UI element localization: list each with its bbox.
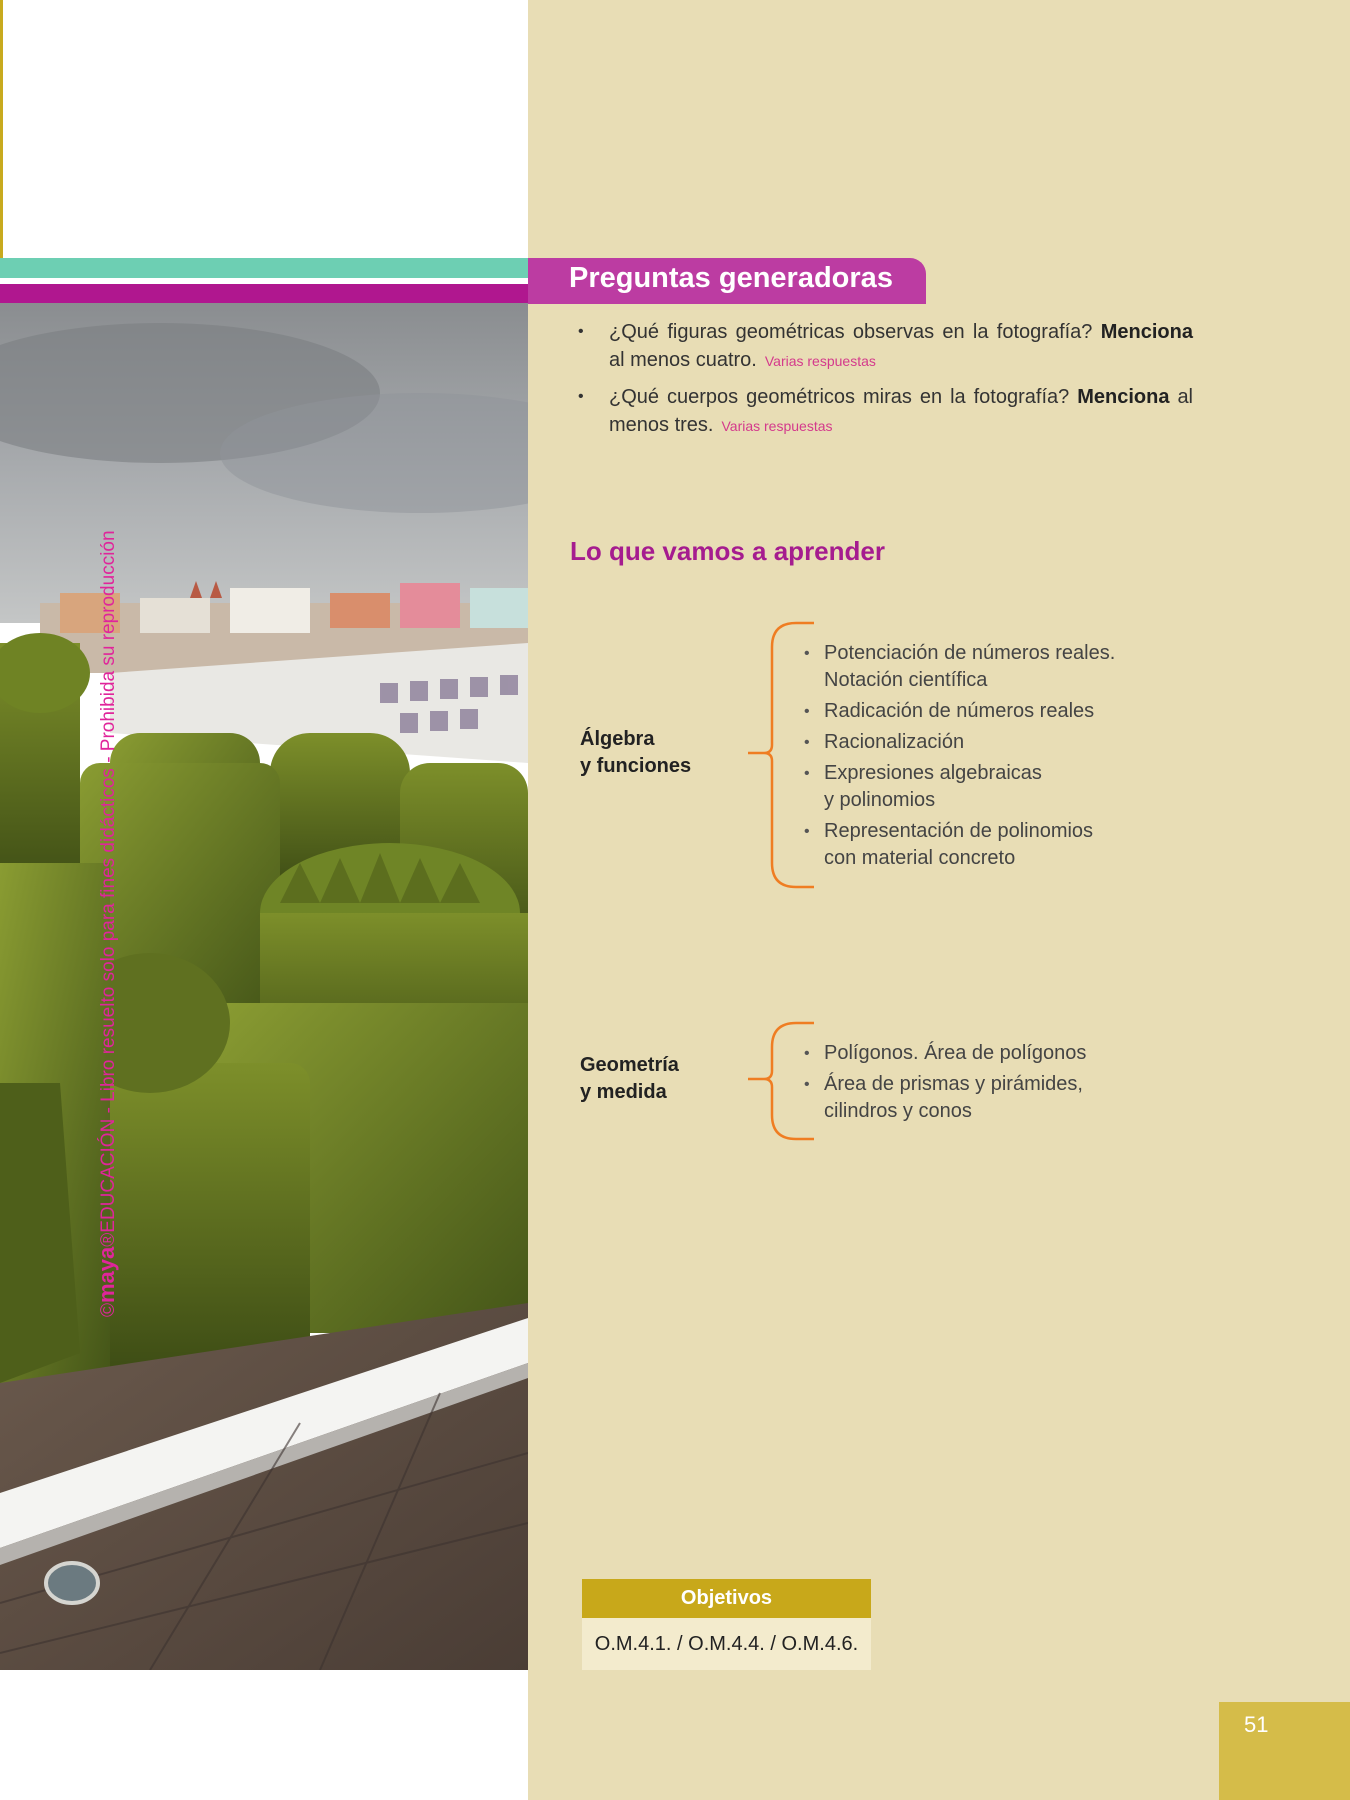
question-text-part: al menos cuatro. <box>609 349 757 371</box>
question-text-part: ¿Qué figuras geométricas observas en la fotografía? <box>609 321 1101 343</box>
question-item <box>578 383 1193 443</box>
answer-note: Varias respuestas <box>721 418 833 434</box>
block-label-line: y funciones <box>580 755 692 777</box>
topic-item: • Área de prismas y pirámides, cilindros y conos <box>802 1071 1102 1125</box>
learn-title: Lo que vamos a aprender <box>570 536 885 566</box>
block-label-geometria <box>580 1052 679 1106</box>
magenta-stripe <box>0 284 528 303</box>
left-margin-line <box>0 0 3 258</box>
topic-item: • Expresiones algebraicas y polinomios <box>802 760 1054 814</box>
teal-stripe <box>0 258 528 278</box>
topic-item: • Radicación de números reales <box>802 698 1132 725</box>
bullet: • <box>578 388 584 405</box>
question-text <box>609 318 1193 375</box>
objetivos-value: O.M.4.1. / O.M.4.4. / O.M.4.6. <box>582 1618 871 1670</box>
question-text-part: ¿Qué cuerpos geométricos miras en la fotografía? <box>609 386 1078 408</box>
topic-list-algebra <box>802 640 1132 876</box>
topic-item: • Representación de polinomios con material concreto <box>802 818 1114 872</box>
block-label-line: Álgebra <box>580 728 655 750</box>
objetivos-title: Objetivos <box>582 1579 871 1618</box>
question-text <box>609 383 1193 440</box>
question-item <box>578 318 1193 378</box>
block-label-line: Geometría <box>580 1054 679 1076</box>
block-label-algebra <box>580 726 691 780</box>
page-number-box <box>1219 1702 1350 1800</box>
watermark-prefix: © <box>98 1303 119 1317</box>
topic-list-geometria <box>802 1040 1102 1129</box>
block-label-line: y medida <box>580 1081 667 1103</box>
copyright-watermark <box>94 530 120 1317</box>
answer-note: Varias respuestas <box>764 353 876 369</box>
bullet: • <box>578 323 584 340</box>
page-number: 51 <box>1244 1712 1269 1737</box>
question-keyword: Menciona <box>1100 321 1193 343</box>
question-text-part: al menos tres. <box>609 386 1194 436</box>
watermark-text: ®EDUCACIÓN - Libro resuelto solo para fines didácticos - Prohibida su reproducción <box>98 530 119 1247</box>
topic-item: • Racionalización <box>802 729 1132 756</box>
topiary-garden-photo <box>0 303 528 1670</box>
watermark-brand: maya <box>94 1246 119 1303</box>
topic-item: • Polígonos. Área de polígonos <box>802 1040 1102 1067</box>
topic-item: • Potenciación de números reales. Notación científica <box>802 640 1132 694</box>
preguntas-title: Preguntas generadoras <box>569 262 893 294</box>
question-keyword: Menciona <box>1077 386 1170 408</box>
